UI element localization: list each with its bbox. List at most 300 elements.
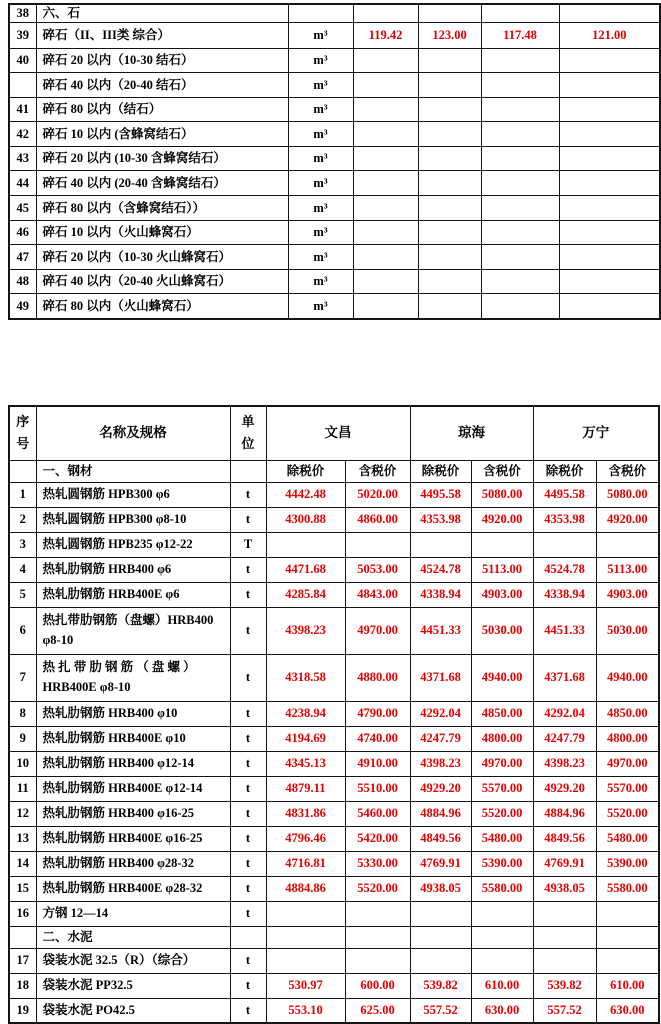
name-cell: 热轧肋钢筋 HRB400E φ28-32: [36, 876, 230, 901]
unit-cell: t: [230, 973, 266, 998]
unit-cell: t: [230, 998, 266, 1023]
stone-price-table: [8, 3, 661, 320]
unit-cell: m³: [288, 269, 353, 294]
value-cell: 4451.33: [533, 607, 596, 654]
name-cell: 热轧肋钢筋 HRB400 φ28-32: [36, 851, 230, 876]
name-cell: 热轧肋钢筋 HRB400 φ12-14: [36, 751, 230, 776]
unit-cell: t: [230, 726, 266, 751]
row-number-cell: 6: [9, 607, 36, 654]
section-title-cell: 一、钢材: [36, 460, 230, 482]
value-cell: 5030.00: [596, 607, 659, 654]
value-cell: 4970.00: [596, 751, 659, 776]
value-cell: 4884.96: [410, 801, 471, 826]
value-cell: 5480.00: [596, 826, 659, 851]
unit-cell: t: [230, 607, 266, 654]
unit-cell: m³: [288, 146, 353, 171]
unit-cell: t: [230, 801, 266, 826]
table-row: [9, 294, 660, 319]
value-cell: 4903.00: [596, 582, 659, 607]
value-cell: [559, 220, 660, 245]
value-cell: [353, 48, 418, 73]
row-number-cell: 5: [9, 582, 36, 607]
value-cell: [418, 146, 481, 171]
unit-cell: t: [230, 876, 266, 901]
value-cell: 4247.79: [533, 726, 596, 751]
name-cell: 热轧肋钢筋 HRB400E φ16-25: [36, 826, 230, 851]
row-number-cell: 1: [9, 482, 36, 507]
value-cell: 4849.56: [533, 826, 596, 851]
col-header-price-ex: 除税价: [533, 460, 596, 482]
value-cell: 4371.68: [533, 654, 596, 701]
name-cell: 碎石（II、III类 综合）: [36, 22, 288, 48]
value-cell: [418, 97, 481, 122]
value-cell: [481, 73, 559, 98]
value-cell: 5420.00: [345, 826, 410, 851]
value-cell: [596, 948, 659, 973]
value-cell: [481, 4, 559, 22]
value-cell: [481, 220, 559, 245]
value-cell: 4938.05: [410, 876, 471, 901]
value-cell: [533, 532, 596, 557]
value-cell: [559, 294, 660, 319]
table-row: [9, 751, 659, 776]
value-cell: 4442.48: [266, 482, 345, 507]
table-row: [9, 701, 659, 726]
table-row: [9, 73, 660, 98]
row-number-cell: 7: [9, 654, 36, 701]
value-cell: [471, 901, 533, 926]
value-cell: 4938.05: [533, 876, 596, 901]
value-cell: [353, 294, 418, 319]
value-cell: 4371.68: [410, 654, 471, 701]
value-cell: [596, 901, 659, 926]
unit-cell: m³: [288, 196, 353, 221]
col-header-price-inc: 含税价: [345, 460, 410, 482]
value-cell: 630.00: [471, 998, 533, 1023]
value-cell: [481, 294, 559, 319]
unit-cell: t: [230, 751, 266, 776]
name-cell: 热轧肋钢筋 HRB400 φ6: [36, 557, 230, 582]
name-cell: 碎石 80 以内（含蜂窝结石））: [36, 196, 288, 221]
value-cell: [418, 245, 481, 270]
value-cell: 117.48: [481, 22, 559, 48]
value-cell: 4879.11: [266, 776, 345, 801]
name-cell: 热轧肋钢筋 HRB400E φ6: [36, 582, 230, 607]
row-number-cell: 15: [9, 876, 36, 901]
value-cell: 4194.69: [266, 726, 345, 751]
value-cell: 610.00: [471, 973, 533, 998]
value-cell: 4451.33: [410, 607, 471, 654]
value-cell: 5480.00: [471, 826, 533, 851]
value-cell: 4920.00: [596, 507, 659, 532]
value-cell: [559, 269, 660, 294]
name-cell: 碎石 10 以内 (含蜂窝结石）: [36, 122, 288, 147]
value-cell: 5520.00: [345, 876, 410, 901]
value-cell: [559, 97, 660, 122]
value-cell: 4716.81: [266, 851, 345, 876]
value-cell: 4843.00: [345, 582, 410, 607]
value-cell: [533, 901, 596, 926]
row-number-cell: 44: [9, 171, 36, 196]
value-cell: 4850.00: [596, 701, 659, 726]
table-row: [9, 926, 659, 948]
value-cell: [353, 171, 418, 196]
value-cell: [481, 146, 559, 171]
value-cell: [418, 48, 481, 73]
value-cell: [559, 4, 660, 22]
table-row: [9, 507, 659, 532]
value-cell: 4300.88: [266, 507, 345, 532]
value-cell: [481, 245, 559, 270]
value-cell: [559, 73, 660, 98]
name-cell: 方钢 12—14: [36, 901, 230, 926]
name-cell: 袋装水泥 32.5（R）（综合）: [36, 948, 230, 973]
value-cell: 4238.94: [266, 701, 345, 726]
value-cell: [410, 901, 471, 926]
row-number-cell: 38: [9, 4, 36, 22]
value-cell: 4338.94: [533, 582, 596, 607]
table-row: [9, 582, 659, 607]
header-row: [9, 406, 659, 460]
unit-cell: [288, 4, 353, 22]
unit-cell: t: [230, 557, 266, 582]
col-header-price-inc: 含税价: [596, 460, 659, 482]
value-cell: [410, 532, 471, 557]
name-cell: 热轧肋钢筋 HRB400E φ12-14: [36, 776, 230, 801]
row-number-cell: 14: [9, 851, 36, 876]
empty-cell: [9, 460, 36, 482]
value-cell: 4398.23: [266, 607, 345, 654]
value-cell: 4495.58: [410, 482, 471, 507]
unit-cell: m³: [288, 48, 353, 73]
value-cell: [559, 196, 660, 221]
value-cell: [266, 948, 345, 973]
col-header-price-inc: 含税价: [471, 460, 533, 482]
unit-cell: m³: [288, 220, 353, 245]
row-number-cell: 4: [9, 557, 36, 582]
value-cell: [353, 4, 418, 22]
value-cell: [418, 4, 481, 22]
value-cell: [481, 48, 559, 73]
value-cell: 530.97: [266, 973, 345, 998]
unit-cell: m³: [288, 73, 353, 98]
value-cell: [418, 196, 481, 221]
table-row: [9, 901, 659, 926]
value-cell: [559, 122, 660, 147]
value-cell: 600.00: [345, 973, 410, 998]
value-cell: 5080.00: [471, 482, 533, 507]
row-number-cell: 41: [9, 97, 36, 122]
value-cell: [418, 73, 481, 98]
table-row: [9, 948, 659, 973]
value-cell: [266, 926, 345, 948]
unit-cell: m³: [288, 294, 353, 319]
value-cell: 4970.00: [345, 607, 410, 654]
value-cell: 4769.91: [410, 851, 471, 876]
row-number-cell: [9, 73, 36, 98]
row-number-cell: 3: [9, 532, 36, 557]
value-cell: 539.82: [533, 973, 596, 998]
name-cell: 碎石 40 以内 (20-40 含蜂窝结石）: [36, 171, 288, 196]
value-cell: 553.10: [266, 998, 345, 1023]
value-cell: [353, 220, 418, 245]
value-cell: 119.42: [353, 22, 418, 48]
row-number-cell: 48: [9, 269, 36, 294]
value-cell: 4247.79: [410, 726, 471, 751]
row-number-cell: 45: [9, 196, 36, 221]
name-cell: 热轧圆钢筋 HPB300 φ8-10: [36, 507, 230, 532]
unit-cell: m³: [288, 97, 353, 122]
value-cell: 121.00: [559, 22, 660, 48]
row-number-cell: 49: [9, 294, 36, 319]
table-row: [9, 269, 660, 294]
unit-cell: t: [230, 851, 266, 876]
value-cell: 630.00: [596, 998, 659, 1023]
value-cell: 5080.00: [596, 482, 659, 507]
table-row: [9, 654, 659, 701]
value-cell: 5580.00: [596, 876, 659, 901]
subheader-row: [9, 460, 659, 482]
name-cell: 热轧肋钢筋 HRB400 φ16-25: [36, 801, 230, 826]
value-cell: [471, 926, 533, 948]
value-cell: [418, 171, 481, 196]
table-row: [9, 851, 659, 876]
value-cell: 4398.23: [410, 751, 471, 776]
value-cell: [266, 901, 345, 926]
table-row: [9, 97, 660, 122]
table-row: [9, 726, 659, 751]
value-cell: 123.00: [418, 22, 481, 48]
value-cell: 5570.00: [471, 776, 533, 801]
col-header-unit: [230, 406, 266, 460]
value-cell: [533, 948, 596, 973]
name-cell: 碎石 80 以内（结石）: [36, 97, 288, 122]
unit-cell: t: [230, 654, 266, 701]
table-row: [9, 973, 659, 998]
col-header-region-wanning: 万宁: [533, 406, 659, 460]
value-cell: 5330.00: [345, 851, 410, 876]
value-cell: 539.82: [410, 973, 471, 998]
value-cell: 4790.00: [345, 701, 410, 726]
section-title-cell: 二、水泥: [36, 926, 230, 948]
row-number-cell: 8: [9, 701, 36, 726]
value-cell: 5390.00: [596, 851, 659, 876]
value-cell: [266, 532, 345, 557]
value-cell: 4929.20: [410, 776, 471, 801]
value-cell: 4940.00: [596, 654, 659, 701]
value-cell: 610.00: [596, 973, 659, 998]
value-cell: 4796.46: [266, 826, 345, 851]
table-row: [9, 482, 659, 507]
name-cell: 热扎带肋钢筋（盘螺）HRB400 φ8-10: [36, 607, 230, 654]
value-cell: [345, 926, 410, 948]
row-number-cell: 17: [9, 948, 36, 973]
value-cell: [353, 97, 418, 122]
col-header-unit-label: 单位: [241, 413, 255, 452]
row-number-cell: 40: [9, 48, 36, 73]
unit-cell: t: [230, 948, 266, 973]
unit-cell: [230, 926, 266, 948]
value-cell: [418, 122, 481, 147]
value-cell: 5570.00: [596, 776, 659, 801]
section-title-cell: 六、石: [36, 4, 288, 22]
value-cell: [481, 97, 559, 122]
unit-cell: m³: [288, 22, 353, 48]
unit-cell: t: [230, 826, 266, 851]
value-cell: 4353.98: [410, 507, 471, 532]
name-cell: 碎石 10 以内（火山蜂窝石）: [36, 220, 288, 245]
table-row: [9, 146, 660, 171]
value-cell: [353, 73, 418, 98]
table-row: [9, 196, 660, 221]
value-cell: [418, 294, 481, 319]
value-cell: 4769.91: [533, 851, 596, 876]
value-cell: 4831.86: [266, 801, 345, 826]
table-row: [9, 4, 660, 22]
col-header-price-ex: 除税价: [266, 460, 345, 482]
value-cell: [481, 269, 559, 294]
name-cell: 热轧肋钢筋 HRB400E φ10: [36, 726, 230, 751]
row-number-cell: 13: [9, 826, 36, 851]
name-cell: 碎石 20 以内（10-30 火山蜂窝石）: [36, 245, 288, 270]
row-number-cell: 47: [9, 245, 36, 270]
name-cell: 热 扎 带 肋 钢 筋 （ 盘 螺 ） HRB400E φ8-10: [36, 654, 230, 701]
row-number-cell: [9, 926, 36, 948]
value-cell: [596, 532, 659, 557]
value-cell: 5113.00: [596, 557, 659, 582]
value-cell: 4740.00: [345, 726, 410, 751]
value-cell: [471, 948, 533, 973]
value-cell: 4292.04: [410, 701, 471, 726]
value-cell: [481, 171, 559, 196]
unit-cell: t: [230, 901, 266, 926]
table-row: [9, 245, 660, 270]
value-cell: 4880.00: [345, 654, 410, 701]
table-row: [9, 801, 659, 826]
value-cell: 4292.04: [533, 701, 596, 726]
value-cell: [418, 269, 481, 294]
row-number-cell: 39: [9, 22, 36, 48]
value-cell: 4800.00: [471, 726, 533, 751]
value-cell: [345, 532, 410, 557]
value-cell: 4910.00: [345, 751, 410, 776]
value-cell: 5113.00: [471, 557, 533, 582]
table-row: [9, 220, 660, 245]
row-number-cell: 18: [9, 973, 36, 998]
unit-cell: T: [230, 532, 266, 557]
table-row: [9, 876, 659, 901]
col-header-no: [9, 406, 36, 460]
value-cell: 5030.00: [471, 607, 533, 654]
unit-cell: t: [230, 701, 266, 726]
table-row: [9, 607, 659, 654]
value-cell: 4920.00: [471, 507, 533, 532]
unit-cell: t: [230, 507, 266, 532]
value-cell: 4353.98: [533, 507, 596, 532]
table-row: [9, 532, 659, 557]
row-number-cell: 9: [9, 726, 36, 751]
value-cell: 557.52: [410, 998, 471, 1023]
value-cell: [418, 220, 481, 245]
value-cell: [353, 269, 418, 294]
table-row: [9, 776, 659, 801]
value-cell: [596, 926, 659, 948]
value-cell: [559, 146, 660, 171]
col-header-region-wenchang: 文昌: [266, 406, 410, 460]
name-cell: 热轧圆钢筋 HPB300 φ6: [36, 482, 230, 507]
value-cell: [410, 948, 471, 973]
table-row: [9, 826, 659, 851]
value-cell: 4495.58: [533, 482, 596, 507]
row-number-cell: 43: [9, 146, 36, 171]
col-header-region-qionghai: 琼海: [410, 406, 533, 460]
value-cell: 5520.00: [471, 801, 533, 826]
name-cell: 碎石 80 以内（火山蜂窝石）: [36, 294, 288, 319]
value-cell: [559, 245, 660, 270]
row-number-cell: 11: [9, 776, 36, 801]
value-cell: 4800.00: [596, 726, 659, 751]
value-cell: [559, 48, 660, 73]
value-cell: [353, 196, 418, 221]
value-cell: [345, 948, 410, 973]
value-cell: 4285.84: [266, 582, 345, 607]
value-cell: 5053.00: [345, 557, 410, 582]
value-cell: 4884.86: [266, 876, 345, 901]
name-cell: 碎石 20 以内 (10-30 含蜂窝结石）: [36, 146, 288, 171]
value-cell: [345, 901, 410, 926]
table-row: [9, 22, 660, 48]
table-row: [9, 122, 660, 147]
value-cell: 4345.13: [266, 751, 345, 776]
value-cell: [353, 245, 418, 270]
col-header-name: 名称及规格: [36, 406, 230, 460]
value-cell: 557.52: [533, 998, 596, 1023]
value-cell: 5020.00: [345, 482, 410, 507]
value-cell: 5520.00: [596, 801, 659, 826]
empty-cell: [230, 460, 266, 482]
col-header-price-ex: 除税价: [410, 460, 471, 482]
value-cell: [481, 122, 559, 147]
value-cell: 4850.00: [471, 701, 533, 726]
value-cell: 4929.20: [533, 776, 596, 801]
value-cell: [353, 122, 418, 147]
row-number-cell: 46: [9, 220, 36, 245]
name-cell: 碎石 40 以内（20-40 结石）: [36, 73, 288, 98]
table-row: [9, 998, 659, 1023]
value-cell: [533, 926, 596, 948]
material-price-table: [8, 405, 660, 1024]
value-cell: 4970.00: [471, 751, 533, 776]
unit-cell: t: [230, 582, 266, 607]
value-cell: [559, 171, 660, 196]
name-cell: 袋装水泥 PO42.5: [36, 998, 230, 1023]
value-cell: [410, 926, 471, 948]
value-cell: 625.00: [345, 998, 410, 1023]
value-cell: 4471.68: [266, 557, 345, 582]
value-cell: [471, 532, 533, 557]
table-row: [9, 171, 660, 196]
value-cell: [353, 146, 418, 171]
row-number-cell: 10: [9, 751, 36, 776]
value-cell: 4524.78: [533, 557, 596, 582]
value-cell: 4940.00: [471, 654, 533, 701]
name-cell: 碎石 40 以内（20-40 火山蜂窝石）: [36, 269, 288, 294]
name-cell: 碎石 20 以内（10-30 结石）: [36, 48, 288, 73]
unit-cell: m³: [288, 245, 353, 270]
row-number-cell: 12: [9, 801, 36, 826]
row-number-cell: 16: [9, 901, 36, 926]
row-number-cell: 42: [9, 122, 36, 147]
